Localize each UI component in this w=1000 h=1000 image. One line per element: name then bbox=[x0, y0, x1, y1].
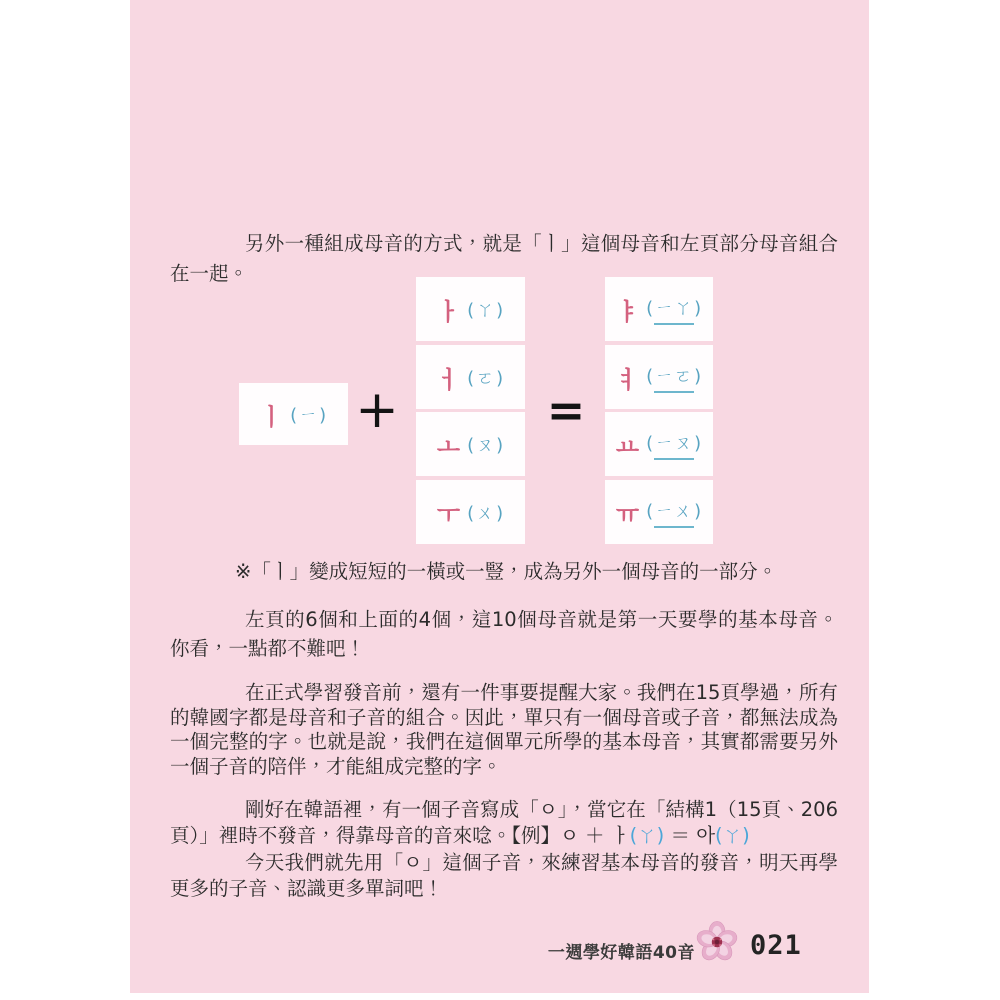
hangul-vowel: ㅏ bbox=[436, 297, 461, 326]
paren-close: ) bbox=[496, 503, 505, 524]
summary-paragraph: 左頁的6個和上面的4個，這10個母音就是第一天要學的基本母音。你看，一點都不難吧！ bbox=[170, 608, 838, 660]
result-vowel-box-4 bbox=[605, 480, 713, 544]
example-formula-mid: ＝ 아 bbox=[664, 824, 716, 847]
zhuyin-annotation: ( ㄧㄛ ) bbox=[646, 362, 702, 393]
result-vowel-box-2 bbox=[605, 345, 713, 409]
paren-close: ) bbox=[496, 300, 505, 321]
hangul-vowel: ㅑ bbox=[615, 297, 640, 326]
zhuyin-annotation: ( ㄡ ) bbox=[467, 435, 505, 456]
hangul-vowel: ㅓ bbox=[436, 365, 461, 394]
hangul-vowel: ㅠ bbox=[615, 500, 640, 529]
zhuyin-annotation: ( ㄧ ) bbox=[290, 405, 328, 426]
zhuyin-annotation: ( ㄛ ) bbox=[467, 368, 505, 389]
reminder-paragraph: 在正式學習發音前，還有一件事要提醒大家。我們在15頁學過，所有的韓國字都是母音和子音的組合。因此，單只有一個母音或子音，都無法成為一個完整的字。也就是說，我們在這個單元所學的基本母音，其實都需要另外一個子音的陪伴，才能組成完整的字。 bbox=[170, 681, 838, 778]
zhuyin-annotation: ( ㄧㄡ ) bbox=[646, 429, 702, 460]
paren-open: ( bbox=[646, 500, 655, 522]
example-formula-zhuyin-2: (ㄚ) bbox=[715, 824, 750, 847]
input-vowel-box-1 bbox=[416, 277, 525, 341]
zhuyin-annotation: ( ㄧㄨ ) bbox=[646, 497, 702, 528]
result-vowel-box-1 bbox=[605, 277, 713, 341]
zhuyin-annotation: ( ㄨ ) bbox=[467, 503, 505, 524]
paren-open: ( bbox=[646, 432, 655, 454]
cherry-blossom-icon bbox=[696, 921, 738, 963]
hangul-vowel: ㅕ bbox=[615, 365, 640, 394]
paren-open: ( bbox=[467, 435, 476, 456]
hangul-vowel: ㅜ bbox=[436, 500, 461, 529]
paren-open: ( bbox=[646, 297, 655, 319]
page-number: 021 bbox=[750, 930, 802, 961]
hangul-vowel: ㅣ bbox=[259, 402, 284, 431]
paren-close: ) bbox=[694, 500, 703, 522]
paren-close: ) bbox=[319, 405, 328, 426]
paren-open: ( bbox=[467, 300, 476, 321]
paren-open: ( bbox=[467, 503, 476, 524]
paren-open: ( bbox=[646, 365, 655, 387]
input-vowel-box-4 bbox=[416, 480, 525, 544]
example-text: 剛好在韓語裡，有一個子音寫成「ㅇ」，當它在「結構1（15頁、206頁）」裡時不發音，得靠母音的音來唸。【例】ㅇ ＋ ㅏ bbox=[170, 798, 838, 847]
paren-open: ( bbox=[467, 368, 476, 389]
base-vowel-box bbox=[239, 383, 348, 445]
result-vowel-box-3 bbox=[605, 412, 713, 476]
paren-close: ) bbox=[496, 435, 505, 456]
page-footer bbox=[130, 920, 869, 980]
input-vowel-box-3 bbox=[416, 412, 525, 476]
hangul-vowel: ㅛ bbox=[615, 432, 640, 461]
closing-paragraph: 今天我們就先用「ㅇ」這個子音，來練習基本母音的發音，明天再學更多的子音、認識更多單詞吧！ bbox=[170, 851, 838, 900]
zhuyin-annotation: ( ㄧㄚ ) bbox=[646, 294, 702, 325]
zhuyin-annotation: ( ㄚ ) bbox=[467, 300, 505, 321]
paren-open: ( bbox=[290, 405, 299, 426]
paren-close: ) bbox=[694, 297, 703, 319]
footnote: ※「ㅣ」變成短短的一橫或一豎，成為另外一個母音的一部分。 bbox=[235, 560, 778, 583]
example-paragraph bbox=[170, 797, 838, 849]
book-title: 一週學好韓語40音 bbox=[547, 943, 695, 963]
input-vowel-box-2 bbox=[416, 345, 525, 409]
intro-paragraph: 另外一種組成母音的方式，就是「ㅣ」這個母音和左頁部分母音組合在一起。 bbox=[170, 232, 838, 285]
hangul-vowel: ㅗ bbox=[436, 432, 461, 461]
paren-close: ) bbox=[694, 365, 703, 387]
equals-operator: = bbox=[546, 383, 586, 437]
paren-close: ) bbox=[496, 368, 505, 389]
plus-operator: + bbox=[355, 380, 399, 440]
textbook-page bbox=[130, 0, 869, 993]
example-formula-zhuyin-1: (ㄚ) bbox=[629, 824, 665, 847]
paren-close: ) bbox=[694, 432, 703, 454]
